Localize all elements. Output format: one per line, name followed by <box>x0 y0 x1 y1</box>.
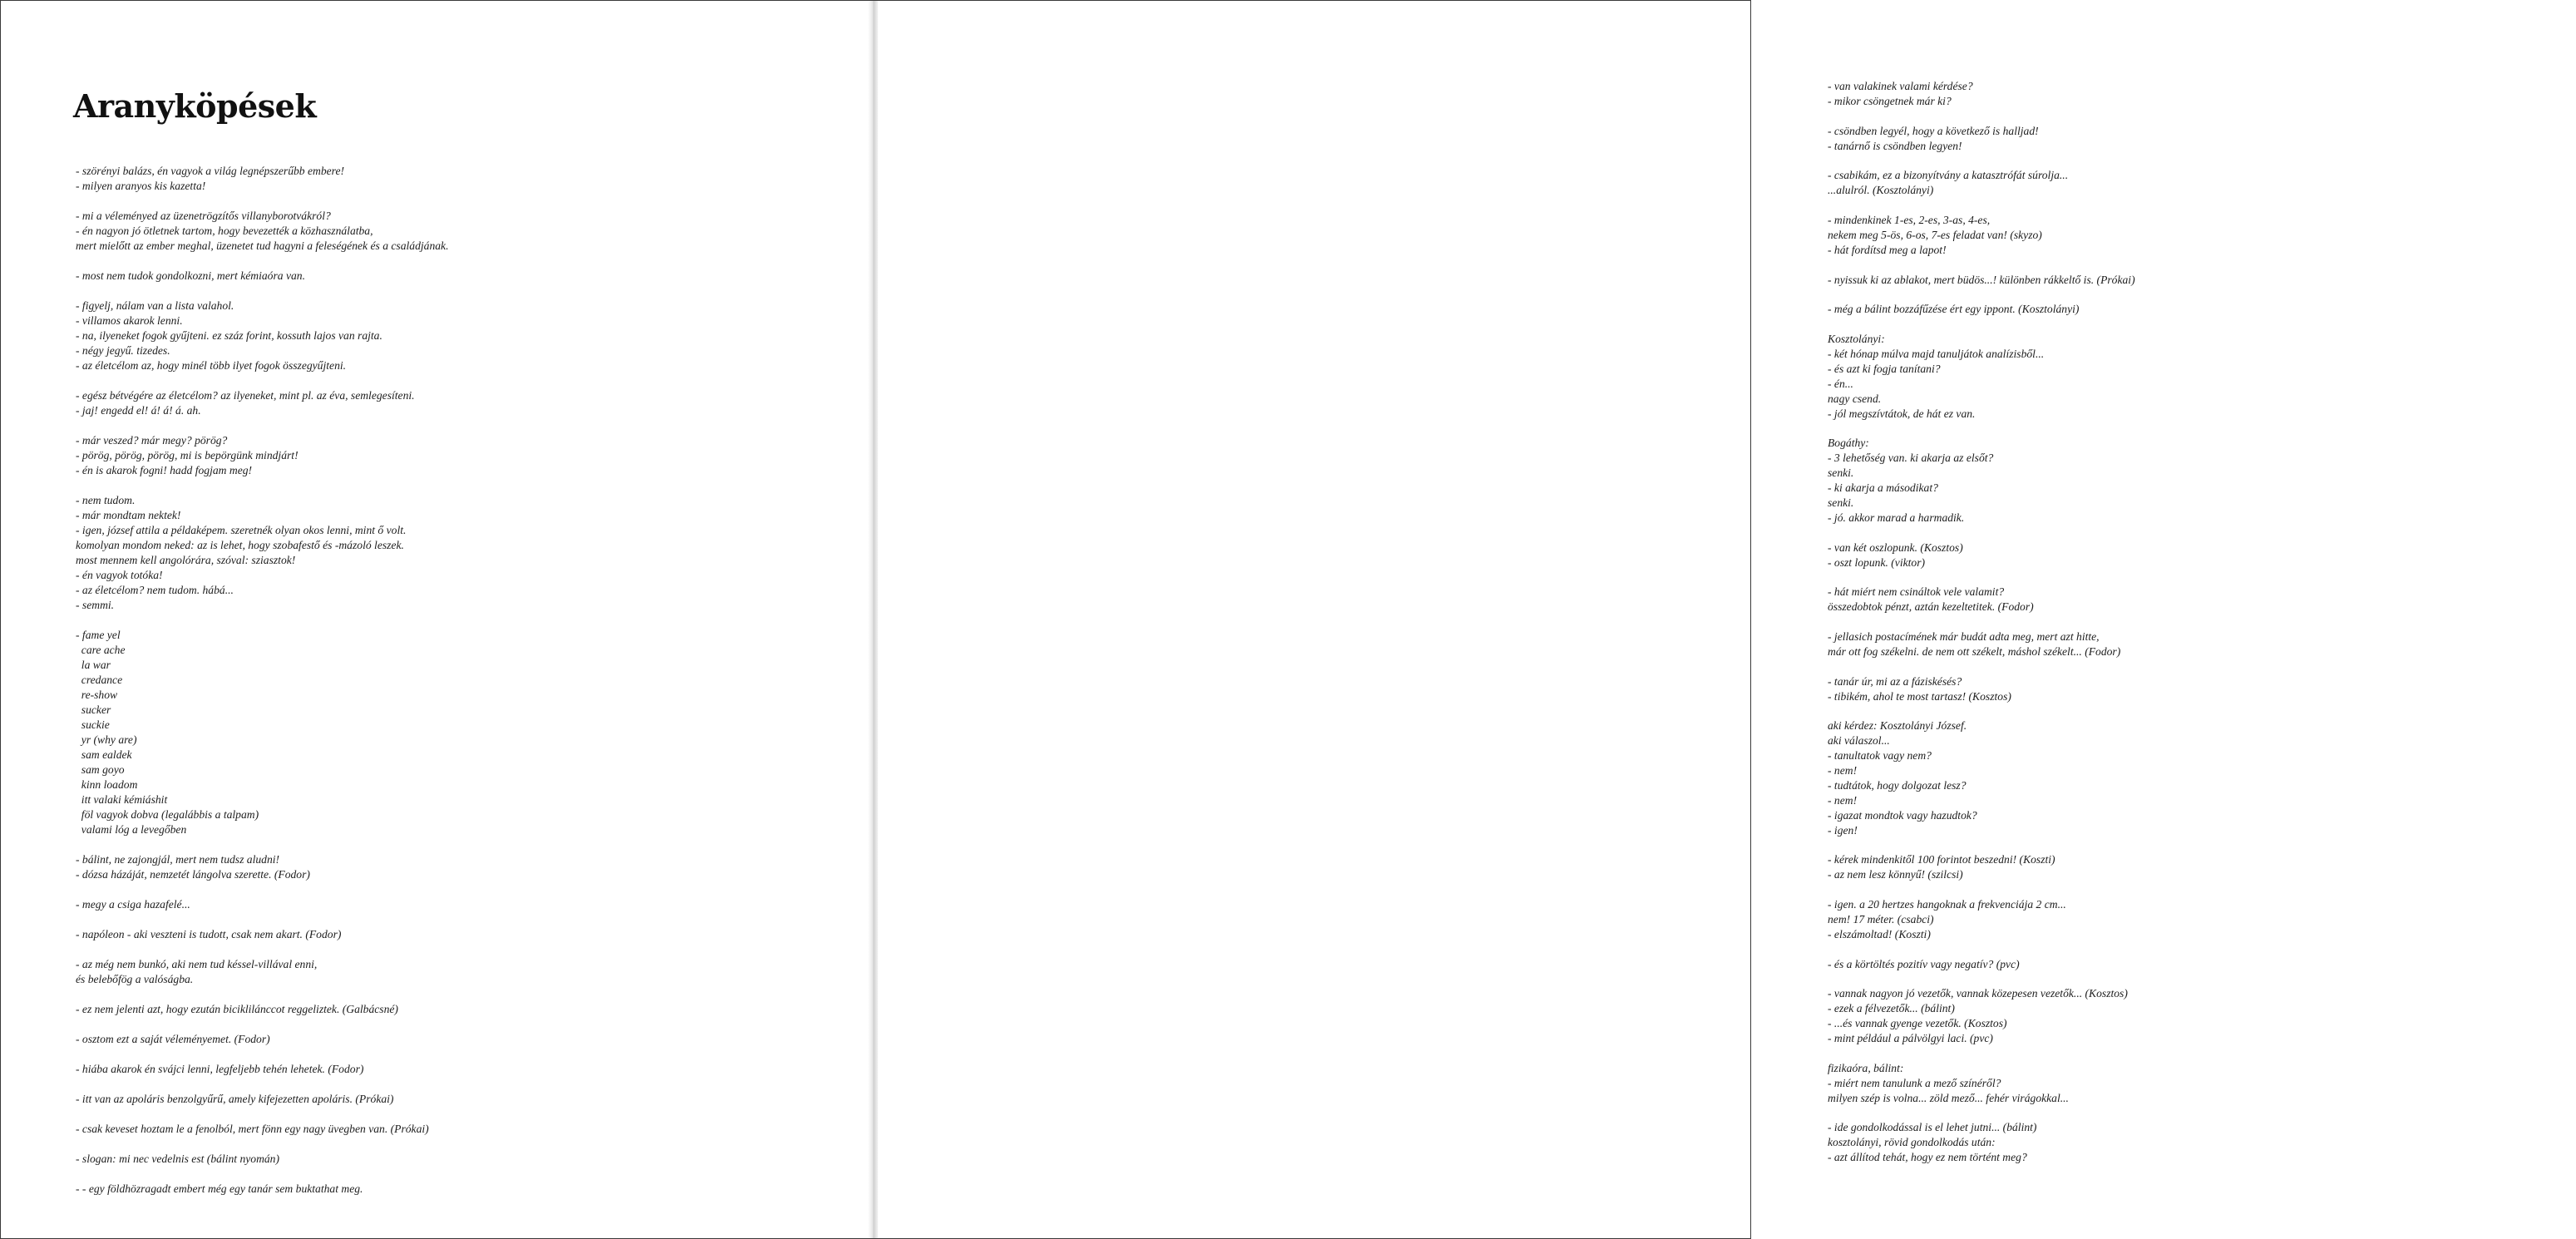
quote-line: - szörényi balázs, én vagyok a világ legnépszerűbb embere! <box>76 165 345 177</box>
quote-line: komolyan mondom neked: az is lehet, hogy szobafestő és -mázoló leszek. <box>76 539 404 551</box>
quote-block <box>76 897 866 912</box>
quote-block <box>1828 168 2576 198</box>
block-spacer <box>76 418 866 433</box>
quote-line: - tibikém, ahol te most tartasz! (Kosztos) <box>1828 689 2011 703</box>
quote-line: - napóleon - aki veszteni is tudott, csak nem akart. (Fodor) <box>76 928 342 940</box>
quote-line: suckie <box>76 718 110 731</box>
block-spacer <box>1828 109 2576 124</box>
quote-block <box>1828 585 2576 615</box>
page-title: Aranyköpések <box>73 87 317 125</box>
quote-line: - van valakinek valami kérdése? <box>1828 80 1973 92</box>
quote-block <box>76 433 866 478</box>
quote-block <box>76 493 866 613</box>
quote-line: - mikor csöngetnek már ki? <box>1828 94 1952 107</box>
quote-line: aki kérdez: Kosztolányi József. <box>1828 719 1967 733</box>
block-spacer <box>1828 526 2576 541</box>
quote-line: - és azt ki fogja tanítani? <box>1828 362 1941 375</box>
quote-line: - az még nem bunkó, aki nem tud késsel-villával enni, <box>76 958 318 970</box>
quote-line: Kosztolányi: <box>1828 333 1885 346</box>
block-spacer <box>76 837 866 852</box>
quote-block <box>1828 629 2576 659</box>
block-spacer <box>1828 615 2576 629</box>
quote-line: - nem! <box>1828 763 1858 777</box>
quote-block <box>1828 1120 2576 1165</box>
quote-line: - két hónap múlva majd tanuljátok analízisből... <box>1828 348 2045 361</box>
quote-line: - semmi. <box>76 599 115 611</box>
block-spacer <box>1828 258 2576 273</box>
quote-line: - már mondtam nektek! <box>76 509 181 521</box>
quote-line: - én is akarok fogni! hadd fogjam meg! <box>76 464 253 476</box>
quote-line: valami lóg a levegőben <box>76 823 187 836</box>
quote-line: már ott fog székelni. de nem ott székelt, máshol székelt... (Fodor) <box>1828 644 2121 658</box>
quote-line: - mint például a pálvölgyi laci. (pvc) <box>1828 1032 1993 1044</box>
quote-line: senki. <box>1828 466 1854 480</box>
right-page <box>876 1 2135 1238</box>
quote-line: föl vagyok dobva (legalábbis a talpam) <box>76 808 259 821</box>
block-spacer <box>1828 287 2576 302</box>
quote-line: - elszámoltad! (Koszti) <box>1828 927 1931 940</box>
block-spacer <box>1828 317 2576 332</box>
quote-line: - - egy földhözragadt embert még egy tanár sem buktathat meg. <box>76 1182 363 1195</box>
quote-line: - villamos akarok lenni. <box>76 314 183 327</box>
quote-line: - én nagyon jó ötletnek tartom, hogy bevezették a közhasználatba, <box>76 225 373 237</box>
quote-line: - jellasich postacímének már budát adta meg, mert azt hitte, <box>1828 629 2100 643</box>
quote-line: nem! 17 méter. (csabci) <box>1828 912 1934 926</box>
quote-line: kinn loadom <box>76 778 138 791</box>
quote-line: - igen, józsef attila a példaképem. szeretnék olyan okos lenni, mint ő volt. <box>76 524 407 536</box>
quote-block <box>76 1152 866 1167</box>
block-spacer <box>76 1017 866 1032</box>
quote-line: - dózsa házáját, nemzetét lángolva szerette. (Fodor) <box>76 868 310 881</box>
block-spacer <box>76 1137 866 1152</box>
quote-line: - ide gondolkodással is el lehet jutni... (bálint) <box>1828 1121 2037 1134</box>
quote-block <box>1828 302 2576 317</box>
quote-line: - tanár úr, mi az a fáziskésés? <box>1828 674 1962 688</box>
quote-line: Bogáthy: <box>1828 437 1869 450</box>
quote-line: - kérek mindenkitől 100 forintot beszedni! (Koszti) <box>1828 853 2055 866</box>
quote-line: - mi a véleményed az üzenetrögzítős villanyborotvákról? <box>76 210 331 222</box>
block-spacer <box>1828 153 2576 168</box>
quote-line: - jó. akkor marad a harmadik. <box>1828 511 1965 524</box>
quote-line: kosztolányi, rövid gondolkodás után: <box>1828 1136 1996 1149</box>
quote-line: re-show <box>76 689 118 701</box>
quote-block <box>76 1032 866 1047</box>
block-spacer <box>76 912 866 927</box>
quote-line: - oszt lopunk. (viktor) <box>1828 555 1926 569</box>
quote-line: yr (why are) <box>76 733 137 746</box>
quote-line: mert mielőtt az ember meghal, üzenetet tud hagyni a feleségének és a családjának. <box>76 239 449 252</box>
block-spacer <box>76 373 866 388</box>
block-spacer <box>1828 1046 2576 1061</box>
quote-line: - igen! <box>1828 823 1858 837</box>
quote-line: - van két oszlopunk. (Kosztos) <box>1828 541 1963 554</box>
left-quote-column <box>76 164 866 1197</box>
quote-line: - mindenkinek 1-es, 2-es, 3-as, 4-es, <box>1828 214 1991 227</box>
quote-line: aki válaszol... <box>1828 734 1890 748</box>
quote-line: fizikaóra, bálint: <box>1828 1061 1904 1074</box>
quote-block <box>76 299 866 373</box>
quote-line: - hát miért nem csináltok vele valamit? <box>1828 585 2005 599</box>
quote-line: - itt van az apoláris benzolgyűrű, amely kifejezetten apoláris. (Prókai) <box>76 1093 394 1105</box>
quote-line: - nem! <box>1828 793 1858 807</box>
block-spacer <box>1828 837 2576 852</box>
block-spacer <box>76 882 866 897</box>
quote-line: - az életcélom az, hogy minél több ilyet fogok összegyűjteni. <box>76 359 347 372</box>
quote-block <box>1828 79 2576 109</box>
quote-line: milyen szép is volna... zöld mező... fehér virágokkal... <box>1828 1091 2069 1104</box>
quote-block <box>76 852 866 882</box>
quote-block <box>1828 852 2576 882</box>
quote-line: - csöndben legyél, hogy a következő is halljad! <box>1828 124 2039 137</box>
quote-line: és belebőfög a valóságba. <box>76 973 194 985</box>
quote-line: - és a körtöltés pozitív vagy negatív? (pvc) <box>1828 957 2020 970</box>
quote-block <box>76 628 866 837</box>
quote-block <box>1828 541 2576 570</box>
quote-line: - az nem lesz könnyű! (szilcsi) <box>1828 868 1963 881</box>
quote-block <box>1828 674 2576 704</box>
quote-line: - 3 lehetőség van. ki akarja az elsőt? <box>1828 452 1994 465</box>
quote-block <box>76 269 866 284</box>
quote-line: - hát fordítsd meg a lapot! <box>1828 243 1947 256</box>
quote-block <box>76 209 866 254</box>
quote-line: nekem meg 5-ös, 6-os, 7-es feladat van! (skyzo) <box>1828 228 2042 241</box>
quote-line: care ache <box>76 644 126 656</box>
block-spacer <box>1828 942 2576 957</box>
quote-line: - már veszed? már megy? pörög? <box>76 434 228 447</box>
block-spacer <box>76 284 866 299</box>
block-spacer <box>1828 421 2576 436</box>
block-spacer <box>1828 1105 2576 1120</box>
quote-line: - fame yel <box>76 629 121 641</box>
quote-block <box>1828 1061 2576 1106</box>
quote-block <box>1828 124 2576 154</box>
quote-line: - most nem tudok gondolkozni, mert kémiaóra van. <box>76 269 305 282</box>
quote-line: most mennem kell angolórára, szóval: sziasztok! <box>76 554 296 566</box>
quote-line: nagy csend. <box>1828 392 1882 405</box>
quote-block <box>1828 986 2576 1046</box>
quote-block <box>76 1182 866 1197</box>
block-spacer <box>76 1107 866 1122</box>
block-spacer <box>1828 659 2576 674</box>
quote-line: - vannak nagyon jó vezetők, vannak közepesen vezetők... (Kosztos) <box>1828 987 2128 1000</box>
quote-line: - nyissuk ki az ablakot, mert büdös...! különben rákkeltő is. (Prókai) <box>1828 273 2135 286</box>
quote-line: - ez nem jelenti azt, hogy ezután biciklilánccot reggeliztek. (Galbácsné) <box>76 1003 398 1015</box>
quote-line: - tanultatok vagy nem? <box>1828 749 1932 763</box>
quote-block <box>1828 436 2576 525</box>
quote-line: - én vagyok totóka! <box>76 569 163 581</box>
quote-line: - én... <box>1828 377 1853 390</box>
quote-block <box>1828 213 2576 258</box>
right-quote-column <box>1828 79 2576 1165</box>
quote-line: - hiába akarok én svájci lenni, legfeljebb tehén lehetek. (Fodor) <box>76 1063 364 1075</box>
quote-line: - négy jegyű. tizedes. <box>76 344 170 357</box>
quote-line: senki. <box>1828 496 1854 509</box>
quote-block <box>76 927 866 942</box>
quote-line: - osztom ezt a saját véleményemet. (Fodor) <box>76 1033 270 1045</box>
quote-line: sucker <box>76 703 111 716</box>
quote-line: itt valaki kémiáshit <box>76 793 168 806</box>
block-spacer <box>76 942 866 957</box>
block-spacer <box>76 1167 866 1182</box>
quote-line: - csak keveset hoztam le a fenolból, mert fönn egy nagy üvegben van. (Prókai) <box>76 1123 429 1135</box>
quote-line: - tudtátok, hogy dolgozat lesz? <box>1828 778 1967 792</box>
quote-block <box>76 1092 866 1107</box>
quote-line: - milyen aranyos kis kazetta! <box>76 180 206 192</box>
quote-line: összedobtok pénzt, aztán kezeltetitek. (Fodor) <box>1828 600 2034 614</box>
quote-line: - miért nem tanulunk a mező színéről? <box>1828 1076 2001 1089</box>
left-page <box>1 1 874 1238</box>
block-spacer <box>76 254 866 269</box>
quote-line: - nem tudom. <box>76 494 136 506</box>
quote-line: - ezek a félvezetők... (bálint) <box>1828 1002 1955 1015</box>
block-spacer <box>76 1077 866 1092</box>
quote-line: - egész bétvégére az életcélom? az ilyeneket, mint pl. az éva, semlegesíteni. <box>76 389 415 402</box>
quote-line: - az életcélom? nem tudom. hábá... <box>76 584 234 596</box>
quote-block <box>1828 897 2576 942</box>
quote-line: - még a bálint bozzáfűzése ért egy ippont. (Kosztolányi) <box>1828 303 2080 316</box>
quote-line: - figyelj, nálam van a lista valahol. <box>76 299 234 312</box>
quote-line: - jaj! engedd el! á! á! á. ah. <box>76 404 201 417</box>
block-spacer <box>1828 971 2576 986</box>
quote-block <box>1828 718 2576 837</box>
block-spacer <box>1828 570 2576 585</box>
quote-block <box>1828 332 2576 421</box>
quote-line: sam goyo <box>76 763 125 776</box>
quote-line: - slogan: mi nec vedelnis est (bálint nyomán) <box>76 1153 280 1165</box>
quote-line: - csabikám, ez a bizonyítvány a katasztrófát súrolja... <box>1828 169 2069 182</box>
quote-line: - megy a csiga hazafelé... <box>76 898 190 911</box>
quote-line: - ki akarja a másodikat? <box>1828 481 1938 495</box>
block-spacer <box>76 987 866 1002</box>
quote-line: - na, ilyeneket fogok gyűjteni. ez száz forint, kossuth lajos van rajta. <box>76 329 382 342</box>
quote-block <box>76 957 866 987</box>
quote-line: ...alulról. (Kosztolányi) <box>1828 184 1934 197</box>
quote-line: - azt állítod tehát, hogy ez nem történt meg? <box>1828 1151 2027 1164</box>
quote-line: sam ealdek <box>76 748 132 761</box>
block-spacer <box>1828 703 2576 718</box>
quote-block <box>76 1002 866 1017</box>
quote-line: la war <box>76 659 111 671</box>
quote-line: - tanárnő is csöndben legyen! <box>1828 139 1962 152</box>
quote-line: - ...és vannak gyenge vezetők. (Kosztos) <box>1828 1017 2007 1030</box>
block-spacer <box>1828 198 2576 213</box>
block-spacer <box>1828 882 2576 897</box>
quote-line: credance <box>76 674 123 686</box>
quote-block <box>76 1062 866 1077</box>
quote-line: - igazat mondtok vagy hazudtok? <box>1828 808 1977 822</box>
quote-line: - jól megszívtátok, de hát ez van. <box>1828 407 1976 420</box>
quote-block <box>1828 957 2576 972</box>
quote-block <box>76 164 866 194</box>
quote-line: - igen. a 20 hertzes hangoknak a frekvenciája 2 cm... <box>1828 897 2066 911</box>
quote-block <box>76 388 866 418</box>
block-spacer <box>76 478 866 493</box>
block-spacer <box>76 1047 866 1062</box>
quote-block <box>76 1122 866 1137</box>
block-spacer <box>76 613 866 628</box>
block-spacer <box>76 194 866 209</box>
quote-block <box>1828 273 2576 288</box>
quote-line: - pörög, pörög, pörög, mi is bepörgünk mindjárt! <box>76 449 299 462</box>
quote-line: - bálint, ne zajongjál, mert nem tudsz aludni! <box>76 853 280 866</box>
